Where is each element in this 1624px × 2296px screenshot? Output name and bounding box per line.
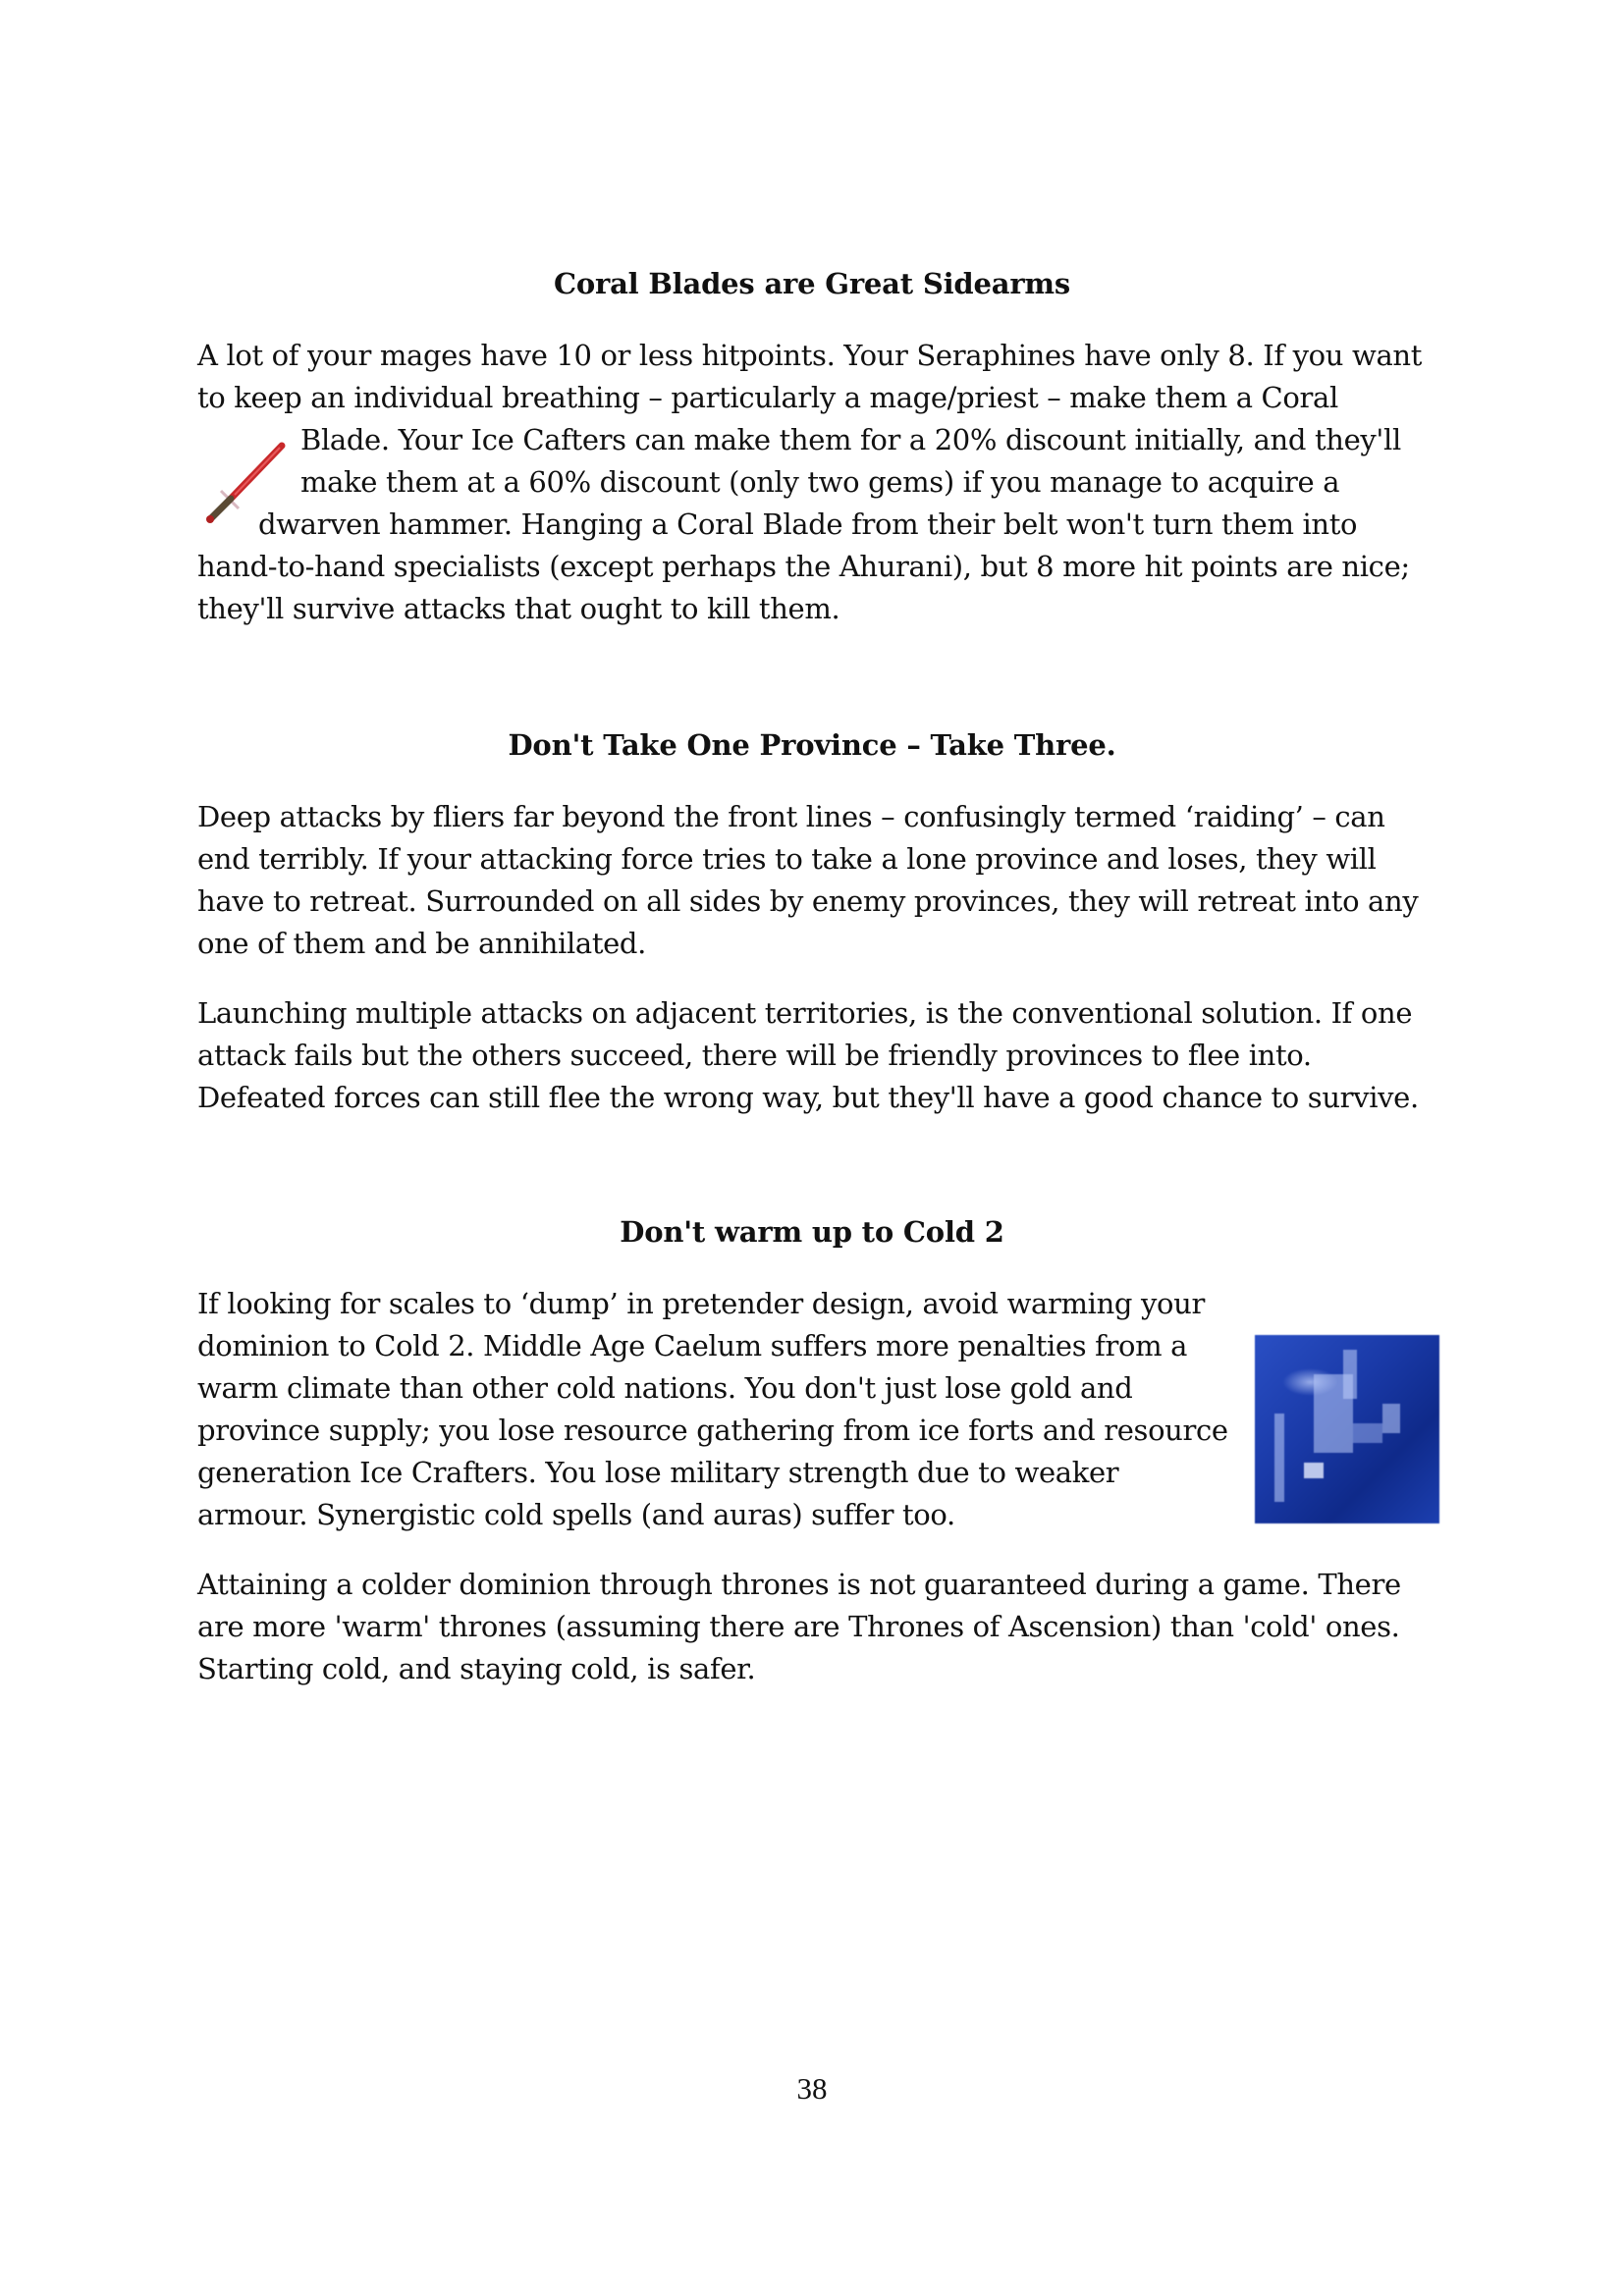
page-number: 38 — [796, 2071, 828, 2106]
coral-blade-sword-icon — [201, 442, 290, 525]
paragraph-line: province supply; you lose resource gathering from ice forts and resource — [197, 1414, 1228, 1447]
paragraph-line: have to retreat. Surrounded on all sides by enemy provinces, they will retreat into any — [197, 884, 1419, 918]
paragraph-line: armour. Synergistic cold spells (and auras) suffer too. — [197, 1498, 955, 1531]
paragraph-line: one of them and be annihilated. — [197, 927, 647, 960]
paragraph-line: hand-to-hand specialists (except perhaps the Ahurani), but 8 more hit points are nice; — [197, 550, 1410, 583]
paragraph-line: Blade. Your Ice Cafters can make them for a 20% discount initially, and they'll — [300, 423, 1401, 456]
ice-castle-image — [1255, 1335, 1439, 1523]
paragraph-line: Defeated forces can still flee the wrong way, but they'll have a good chance to survive. — [197, 1081, 1419, 1114]
paragraph-line: Deep attacks by fliers far beyond the front lines – confusingly termed ‘raiding’ – can — [197, 800, 1385, 833]
paragraph-line: are more 'warm' thrones (assuming there are Thrones of Ascension) than 'cold' ones. — [197, 1610, 1400, 1643]
paragraph-line: they'll survive attacks that ought to kill them. — [197, 592, 840, 625]
paragraph-line: Starting cold, and staying cold, is safer. — [197, 1652, 756, 1685]
section-heading-cold-2: Don't warm up to Cold 2 — [620, 1215, 1004, 1249]
paragraph-line: dominion to Cold 2. Middle Age Caelum suffers more penalties from a — [197, 1329, 1188, 1362]
section-heading-coral-blades: Coral Blades are Great Sidearms — [553, 267, 1071, 300]
paragraph-line: dwarven hammer. Hanging a Coral Blade from their belt won't turn them into — [258, 507, 1358, 541]
paragraph-line: Attaining a colder dominion through thrones is not guaranteed during a game. There — [197, 1568, 1401, 1601]
paragraph-line: generation Ice Crafters. You lose military strength due to weaker — [197, 1456, 1119, 1489]
paragraph-line: end terribly. If your attacking force tries to take a lone province and loses, they will — [197, 842, 1377, 876]
paragraph-line: warm climate than other cold nations. You don't just lose gold and — [197, 1371, 1133, 1405]
paragraph-line: to keep an individual breathing – particularly a mage/priest – make them a Coral — [197, 381, 1338, 414]
paragraph-line: Launching multiple attacks on adjacent territories, is the conventional solution. If one — [197, 996, 1413, 1030]
section-heading-take-three: Don't Take One Province – Take Three. — [508, 728, 1116, 762]
paragraph-line: attack fails but the others succeed, there will be friendly provinces to flee into. — [197, 1039, 1312, 1072]
paragraph-line: If looking for scales to ‘dump’ in pretender design, avoid warming your — [197, 1287, 1205, 1320]
paragraph-line: A lot of your mages have 10 or less hitpoints. Your Seraphines have only 8. If you want — [197, 339, 1423, 372]
paragraph-line: make them at a 60% discount (only two gems) if you manage to acquire a — [300, 465, 1340, 499]
